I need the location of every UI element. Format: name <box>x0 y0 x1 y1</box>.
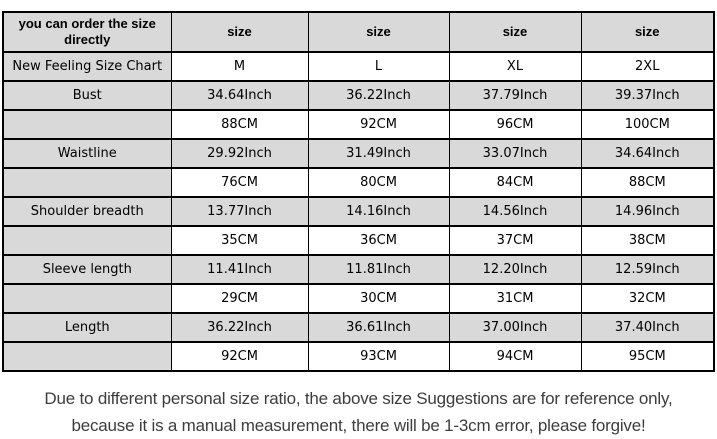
empty-label-cell <box>3 284 171 313</box>
table-cell: 39.37Inch <box>581 81 714 110</box>
table-cell: 13.77Inch <box>171 197 308 226</box>
table-cell: 36.22Inch <box>171 313 308 342</box>
row-label-bust: Bust <box>3 81 171 110</box>
size-column-header: size <box>449 12 581 52</box>
waistline-cm-row <box>3 168 714 197</box>
length-inch-row <box>3 313 714 342</box>
disclaimer-line-2: because it is a manual measurement, there will be 1-3cm error, please forgive! <box>71 416 646 435</box>
size-column-header: size <box>171 12 308 52</box>
table-cell: 11.41Inch <box>171 255 308 284</box>
table-cell: 34.64Inch <box>171 81 308 110</box>
table-cell: 37CM <box>449 226 581 255</box>
header-row <box>3 12 714 52</box>
empty-label-cell <box>3 226 171 255</box>
table-cell: 12.59Inch <box>581 255 714 284</box>
size-value-cell: M <box>171 52 308 81</box>
table-cell: 92CM <box>171 342 308 371</box>
table-cell: 14.56Inch <box>449 197 581 226</box>
waistline-inch-row <box>3 139 714 168</box>
disclaimer-line-1: Due to different personal size ratio, the above size Suggestions are for reference only, <box>44 389 673 408</box>
table-cell: 11.81Inch <box>308 255 449 284</box>
empty-label-cell <box>3 110 171 139</box>
table-cell: 14.96Inch <box>581 197 714 226</box>
table-cell: 29CM <box>171 284 308 313</box>
bust-inch-row <box>3 81 714 110</box>
sleeve-inch-row <box>3 255 714 284</box>
row-label-waistline: Waistline <box>3 139 171 168</box>
table-cell: 32CM <box>581 284 714 313</box>
shoulder-inch-row <box>3 197 714 226</box>
table-cell: 84CM <box>449 168 581 197</box>
table-cell: 80CM <box>308 168 449 197</box>
order-directly-header: you can order the size directly <box>3 12 171 52</box>
size-chart-page <box>0 11 717 439</box>
table-cell: 29.92Inch <box>171 139 308 168</box>
table-cell: 30CM <box>308 284 449 313</box>
size-column-header: size <box>581 12 714 52</box>
row-label-shoulder-breadth: Shoulder breadth <box>3 197 171 226</box>
disclaimer-text <box>0 385 717 439</box>
table-cell: 37.00Inch <box>449 313 581 342</box>
size-value-cell: XL <box>449 52 581 81</box>
table-cell: 33.07Inch <box>449 139 581 168</box>
table-cell: 36.22Inch <box>308 81 449 110</box>
table-cell: 92CM <box>308 110 449 139</box>
size-name-row <box>3 52 714 81</box>
table-cell: 36CM <box>308 226 449 255</box>
table-cell: 31CM <box>449 284 581 313</box>
size-value-cell: 2XL <box>581 52 714 81</box>
table-cell: 14.16Inch <box>308 197 449 226</box>
empty-label-cell <box>3 168 171 197</box>
empty-label-cell <box>3 342 171 371</box>
row-label-sleeve-length: Sleeve length <box>3 255 171 284</box>
length-cm-row <box>3 342 714 371</box>
table-cell: 12.20Inch <box>449 255 581 284</box>
table-cell: 96CM <box>449 110 581 139</box>
table-cell: 88CM <box>581 168 714 197</box>
bust-cm-row <box>3 110 714 139</box>
table-cell: 31.49Inch <box>308 139 449 168</box>
table-cell: 88CM <box>171 110 308 139</box>
table-cell: 36.61Inch <box>308 313 449 342</box>
table-cell: 76CM <box>171 168 308 197</box>
table-cell: 95CM <box>581 342 714 371</box>
table-cell: 94CM <box>449 342 581 371</box>
table-cell: 35CM <box>171 226 308 255</box>
size-value-cell: L <box>308 52 449 81</box>
row-label-length: Length <box>3 313 171 342</box>
sleeve-cm-row <box>3 284 714 313</box>
table-cell: 37.40Inch <box>581 313 714 342</box>
table-cell: 38CM <box>581 226 714 255</box>
table-cell: 34.64Inch <box>581 139 714 168</box>
shoulder-cm-row <box>3 226 714 255</box>
chart-title-cell: New Feeling Size Chart <box>3 52 171 81</box>
table-cell: 37.79Inch <box>449 81 581 110</box>
size-column-header: size <box>308 12 449 52</box>
table-cell: 100CM <box>581 110 714 139</box>
table-cell: 93CM <box>308 342 449 371</box>
size-chart-table <box>2 11 715 372</box>
